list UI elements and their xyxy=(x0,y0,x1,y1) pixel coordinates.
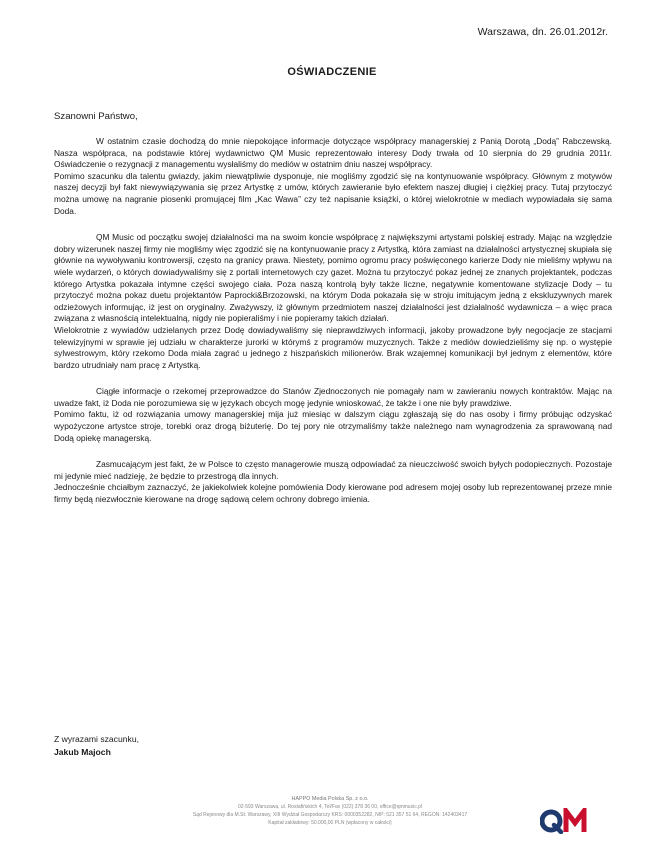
paragraph: Jednocześnie chciałbym zaznaczyć, że jakiekolwiek kolejne pomówienia Dody kierowane pod adresem mojej osoby lub reprezentowanej przeze mnie firmy będą niezwłocznie kierowane na drogę sądową celem ochrony dobrego imienia. xyxy=(54,482,612,505)
document-title: OŚWIADCZENIE xyxy=(287,66,377,78)
qm-logo xyxy=(540,808,598,834)
paragraph: Ciągłe informacje o rzekomej przeprowadzce do Stanów Zjednoczonych nie pomagały nam w zawieraniu nowych kontraktów. Mając na uwadze fakt, iż Doda nie porozumiewa się w językach obcych mogę jedynie wnioskować, że także i one nie były prawdziwe. xyxy=(54,386,612,408)
salutation: Szanowni Państwo, xyxy=(54,111,138,122)
letter-date: Warszawa, dn. 26.01.2012r. xyxy=(477,26,608,38)
paragraph: Pomimo faktu, iż od rozwiązania umowy managerskiej mija już miesiąc w dalszym ciągu zgłaszają się do nas osoby i firmy próbując odzyskać wypożyczone artystce stroje, torebki oraz drogą biżuterię. Do tej pory nie otrzymaliśmy także należnego nam wynagrodzenia za sprawowaną nad Dodą opiekę managerską. xyxy=(54,409,612,443)
letterhead-footer xyxy=(120,795,540,827)
paragraph: Zasmucającym jest fakt, że w Polsce to często managerowie muszą odpowiadać za nieuczciwość swoich byłych podopiecznych. Pozostaje mi jedynie mieć nadzieję, że będzie to przestrogą dla innych. xyxy=(54,459,612,481)
footer-capital: Kapitał zakładowy: 50.000,00 PLN (wpłacony w całości) xyxy=(268,820,392,826)
paragraph: QM Music od początku swojej działalności ma na swoim koncie współpracę z największymi artystami polskiej estrady. Mając na względzie dobry wizerunek naszej firmy nie mogliśmy więc zgodzić się na kontynuowanie pracy z Artystką, która zamiast na działalności artystycznej skupiała się głównie na wywoływaniu kontrowersji, często na granicy prawa. Niestety, pomimo ogromu pracy poświęconego karierze Dody nie mieliśmy wpływu na wiele wydarzeń, o których dowiadywaliśmy się z portali internetowych czy gazet. Można tu przytoczyć pokaz jednej ze znanych projektantek, podczas którego Artystka pokazała intymne części swojego ciała. Poza naszą kontrolą były także liczne, negatywnie komentowane stylizacje Dody – tu przytoczyć można pokaz duetu projektantów Paprocki&Brzozowski, na którym Doda pokazała się w stroju imitującym jedną z ekskluzywnych marek odzieżowych informując, iż jest on oryginalny. Zważywszy, iż głównym przedmiotem naszej działalności jest działalność wydawnicza – a więc praca związana z własnością intelektualną, nigdy nie popieraliśmy i nie popieramy takich działań. xyxy=(54,232,612,324)
letter-body xyxy=(54,136,612,506)
logo-m xyxy=(566,811,584,832)
paragraph: W ostatnim czasie dochodzą do mnie niepokojące informacje dotyczące współpracy managerskiej z Panią Dorotą „Dodą” Rabczewską. Nasza współpraca, na podstawie której wydawnictwo QM Music reprezentowało interesy Dody trwała od 10 sierpnia do 29 grudnia 2011r. Oświadczenie o rezygnacji z managementu wysłaliśmy do mediów w ostatnim dniu naszej współpracy. xyxy=(54,136,612,170)
closing-block xyxy=(54,733,139,758)
closing-regards: Z wyrazami szacunku, xyxy=(54,734,140,744)
footer-registry: Sąd Rejonowy dla M.St. Warszawy, XIII Wydział Gospodarczy KRS: 0000352282, NIP: 521 357 51 64, REGON: 142403417 xyxy=(192,812,468,818)
footer-company: HAPPO Media Polska Sp. z o.o. xyxy=(291,796,369,802)
signatory-name: Jakub Majoch xyxy=(54,746,111,757)
footer-address: 02-593 Warszawa, ul. Rostafińskich 4, Tel/Fax (022) 378 36 00, office@qmmusic.pl xyxy=(238,804,422,810)
paragraph: Pomimo szacunku dla talentu gwiazdy, jakim niewątpliwie dysponuje, nie mogliśmy zgodzić się na kontynuowanie współpracy. Głównym z motywów naszej decyzji był fakt niewywiązywania się przez Artystkę z umów, których zawieranie było efektem naszej długiej i ciężkiej pracy. Tutaj przytoczyć można umowę na nagranie piosenki promującej film „Kac Wawa” czy też napisanie książki, o której wielokrotnie w mediach wypowiadała się sama Doda. xyxy=(54,170,612,216)
paragraph: Wielokrotnie z wywiadów udzielanych przez Dodę dowiadywaliśmy się nieprawdziwych informacji, jakoby prowadzone były negocjacje ze stacjami telewizyjnymi w sprawie jej udziału w charakterze jurorki w którymś z programów muzycznych. Także z mediów dowiedzieliśmy się np. o występie sylwestrowym, który rzekomo Doda miała zagrać u jednego z hiszpańskich milionerów. Brak wzajemnej komunikacji był jednym z elementów, które bardzo utrudniały nam pracę z Artystką. xyxy=(54,324,612,370)
